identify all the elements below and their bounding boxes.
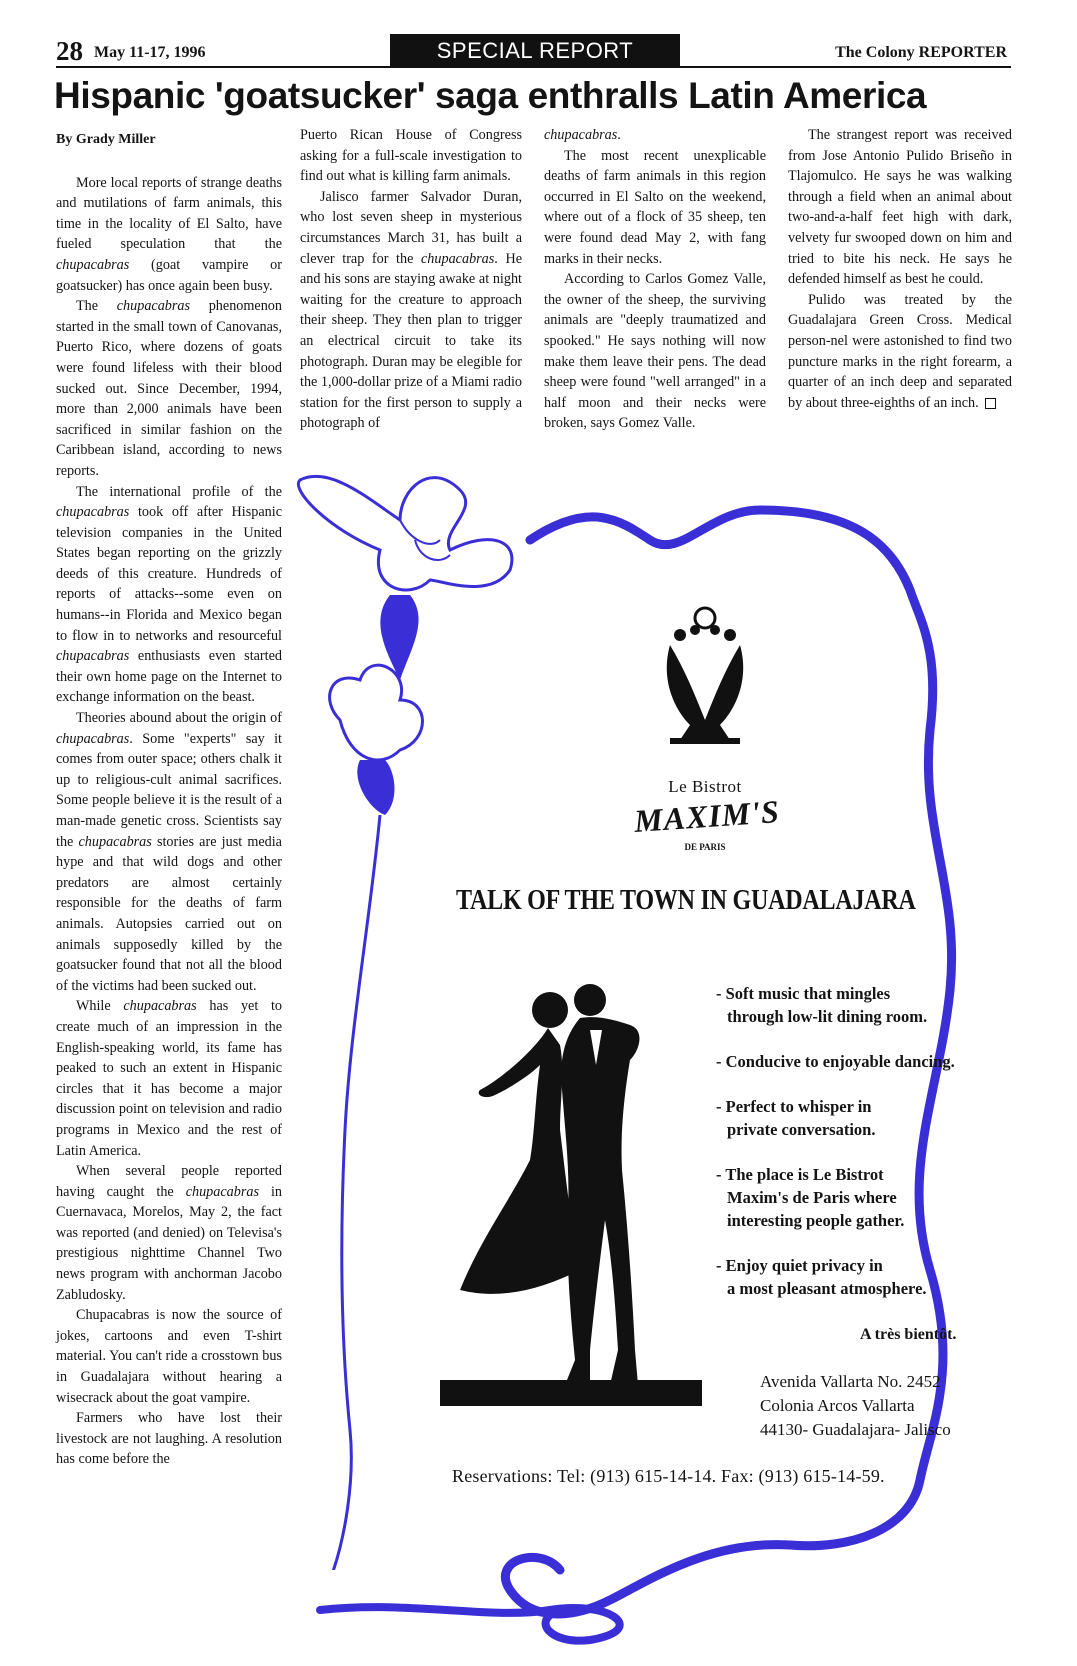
section-banner: SPECIAL REPORT bbox=[390, 34, 680, 68]
newspaper-name: The Colony REPORTER bbox=[835, 44, 1007, 61]
article-column-3 bbox=[544, 125, 766, 434]
page-number: 28 bbox=[56, 36, 83, 66]
column-4-body bbox=[788, 125, 1012, 413]
article-paragraph: chupacabras. bbox=[544, 127, 621, 143]
ad-maxims-logotype: MAXIM'S bbox=[633, 792, 781, 840]
ad-bullet-list bbox=[716, 982, 1016, 1322]
column-3-body bbox=[544, 125, 766, 434]
column-2-body bbox=[300, 125, 522, 434]
article-paragraph: Puerto Rican House of Congress asking for a full-scale investigation to find out what is killing farm animals. bbox=[300, 127, 522, 185]
ad-address: Avenida Vallarta No. 2452 Colonia Arcos Vallarta 44130- Guadalajara- Jalisco bbox=[760, 1372, 951, 1439]
issue-date: May 11-17, 1996 bbox=[94, 44, 206, 61]
article-paragraph: The most recent unexplicable deaths of farm animals in this region occurred in El Salto on the weekend, where out of a flock of 35 sheep, ten were found dead May 2, with fang marks in their necks. bbox=[544, 147, 766, 267]
ad-bullet: - Soft music that mingles through low-lit dining room. bbox=[716, 984, 928, 1026]
article-paragraph: The international profile of the chupacabras took off after Hispanic television companies in the United States began reporting on the grizzly deeds of this creature. Hundreds of reports of attacks--some even on humans--in Florida and Mexico began to flow in to networks and resourceful chupacabras enthusiasts even started their own home page on the Internet to exchange information on the beast. bbox=[56, 483, 282, 706]
maxims-emblem-icon bbox=[650, 600, 760, 750]
ad-headline: TALK OF THE TOWN IN GUADALAJARA bbox=[456, 885, 916, 916]
article-paragraph: The chupacabras phenomenon started in the small town of Canovanas, Puerto Rico, where dozens of goats were found lifeless with their blood sucked out. Since December, 1994, more than 2,000 animals have been sacrificed in similar fashion on the Caribbean island, according to news reports. bbox=[56, 298, 282, 479]
dancing-couple-illustration bbox=[440, 970, 702, 1410]
article-paragraph: Jalisco farmer Salvador Duran, who lost seven sheep in mysterious circumstances March 31, has built a clever trap for the chupacabras. He and his sons are staying awake at night waiting for the creature to approach their sheep. They then plan to trigger an electrical circuit to take its photograph. Duran may be elegible for the 1,000-dollar prize of a Miami radio station for the first person to supply a photograph of bbox=[300, 188, 522, 432]
ad-bullet: - Enjoy quiet privacy in a most pleasant atmosphere. bbox=[716, 1256, 927, 1298]
article-paragraph: Theories abound about the origin of chupacabras. Some "experts" say it comes from outer space; others chalk it up to religious-cult animal sacrifices. Some people believe it is the result of a man-made genetic cross. Scientists say the chupacabras stories are just media hype and that wild dogs and other predators are almost certainly responsible for the deaths of farm animals. Autopsies carried out on animals supposedly killed by the goatsucker found that not all the blood of the victims had been sucked out. bbox=[56, 710, 282, 994]
headline: Hispanic 'goatsucker' saga enthralls Latin America bbox=[54, 75, 927, 116]
article-paragraph: While chupacabras has yet to create much of an impression in the English-speaking world, its fame has peaked to such an extent in Hispanic circles that it has become a major discussion point on television and radio programs in Mexico and the rest of Latin America. bbox=[56, 998, 282, 1159]
article-paragraph: When several people reported having caught the chupacabras in Cuernavaca, Morelos, May 2, the fact was reported (and denied) on Televisa's prestigious nighttime Channel Two news program with anchorman Jacobo Zabludosky. bbox=[56, 1163, 282, 1303]
ad-bullet: - Conducive to enjoyable dancing. bbox=[716, 1052, 955, 1071]
ad-de-paris: DE PARIS bbox=[684, 842, 726, 852]
article-column-1 bbox=[56, 130, 282, 1470]
article-paragraph: Chupacabras is now the source of jokes, cartoons and even T-shirt material. You can't ride a crosstown bus in Guadalajara without hearing a wisecrack about the goat vampire. bbox=[56, 1307, 282, 1406]
column-1-body bbox=[56, 173, 282, 1470]
ad-reservations: Reservations: Tel: (913) 615-14-14. Fax: (913) 615-14-59. bbox=[452, 1466, 885, 1486]
article-paragraph: Pulido was treated by the Guadalajara Green Cross. Medical person-nel were astonished to find two puncture marks in the right forearm, a quarter of an inch deep and separated by about three-eighths of an inch. bbox=[788, 291, 1012, 411]
header-rule bbox=[56, 66, 1011, 68]
article-paragraph: More local reports of strange deaths and mutilations of farm animals, this time in the locality of El Salto, have fueled speculation that the chupacabras (goat vampire or goatsucker) has once again been busy. bbox=[56, 174, 282, 294]
article-paragraph: According to Carlos Gomez Valle, the owner of the sheep, the surviving animals are "deeply traumatized and spooked." He says nothing will now make them leave their pens. The dead sheep were found "well arranged" in a half moon and their necks were broken, says Gomez Valle. bbox=[544, 271, 766, 432]
article-column-2 bbox=[300, 125, 522, 434]
article-paragraph: The strangest report was received from Jose Antonio Pulido Briseño in Tlajomulco. He says he was walking through a field when an animal about two-and-a-half feet high with dark, velvety fur swooped down on him and tried to bite his neck. He says he defended himself as best he could. bbox=[788, 127, 1012, 288]
byline: By Grady Miller bbox=[56, 132, 156, 147]
ad-sign-off: A très bientôt. bbox=[860, 1326, 957, 1343]
article-column-4 bbox=[788, 125, 1012, 413]
end-of-story-mark bbox=[985, 398, 996, 409]
ad-bullet: - The place is Le Bistrot Maxim's de Paris where interesting people gather. bbox=[716, 1165, 905, 1230]
article-paragraph: Farmers who have lost their livestock are not laughing. A resolution has come before the bbox=[56, 1410, 282, 1468]
ad-bullet: - Perfect to whisper in private conversation. bbox=[716, 1097, 876, 1139]
ad-le-bistrot: Le Bistrot bbox=[668, 777, 742, 796]
